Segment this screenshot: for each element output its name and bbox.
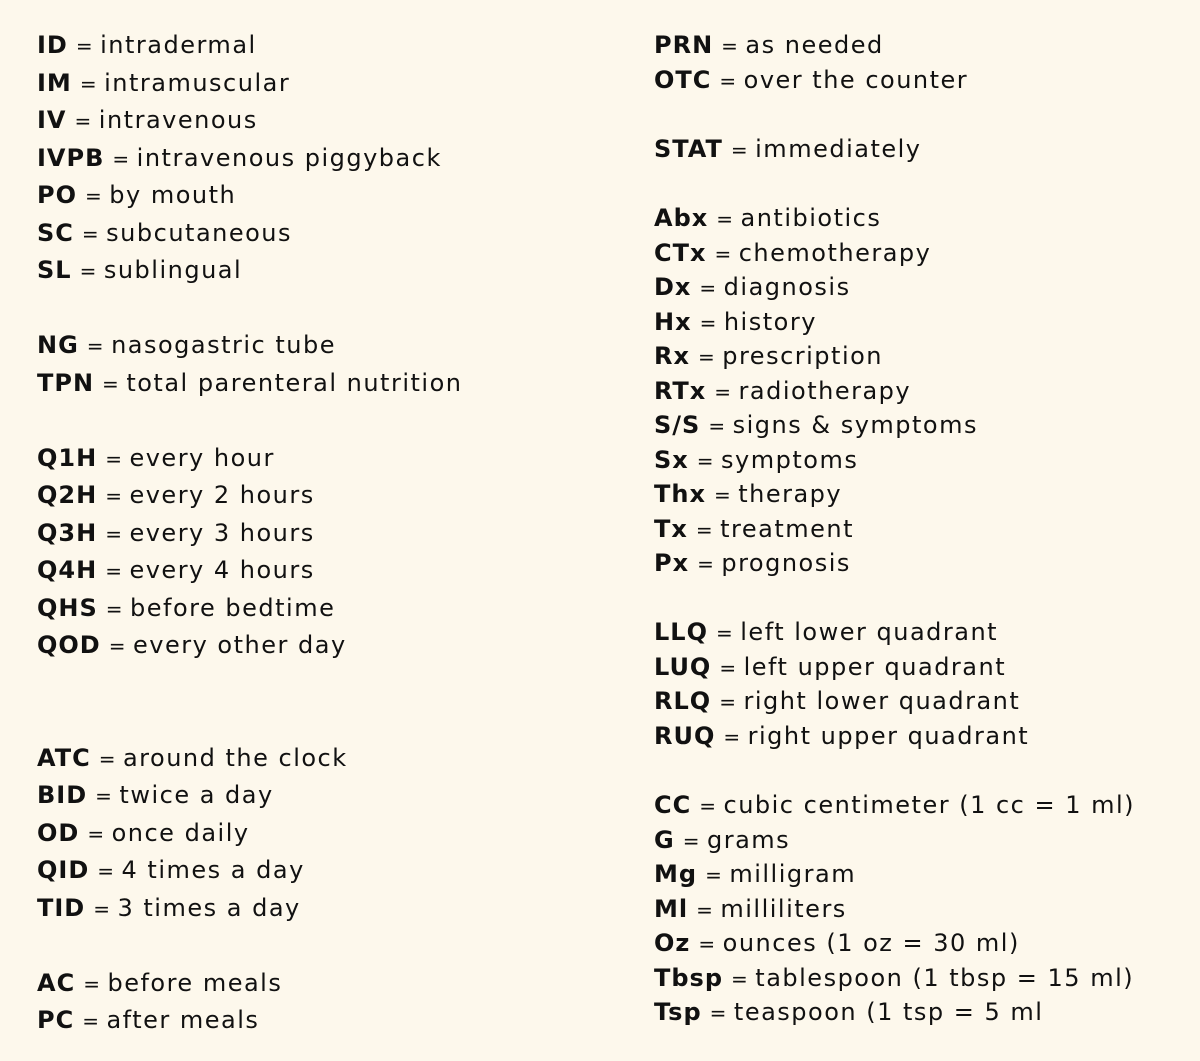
abbreviation-meaning: over the counter [743,66,969,94]
abbreviation-term: STAT [654,135,723,163]
abbreviation-entry [654,272,851,303]
equals-sign: = [723,725,742,749]
abbreviation-entry [37,593,335,624]
abbreviation-meaning: every 4 hours [129,556,315,584]
abbreviation-meaning: 3 times a day [117,894,301,922]
abbreviation-term: NG [37,331,79,359]
abbreviation-entry [37,893,301,924]
abbreviation-term: Abx [654,204,709,232]
equals-sign: = [105,484,124,508]
abbreviation-entry [37,105,258,136]
abbreviation-term: TPN [37,369,95,397]
abbreviation-meaning: subcutaneous [106,219,293,247]
abbreviation-meaning: cubic centimeter (1 cc = 1 ml) [723,791,1136,819]
equals-sign: = [714,242,733,266]
abbreviation-meaning: milliliters [720,895,847,923]
abbreviation-meaning: grams [706,826,791,854]
abbreviation-meaning: tablespoon (1 tbsp = 15 ml) [755,964,1135,992]
abbreviation-meaning: sublingual [103,256,243,284]
equals-sign: = [79,72,99,96]
equals-sign: = [719,69,738,93]
abbreviation-entry [654,238,931,269]
abbreviation-meaning: after meals [106,1006,260,1034]
equals-sign: = [105,522,124,546]
abbreviation-term: Mg [654,860,698,888]
abbreviation-entry [654,963,1134,994]
equals-sign: = [698,932,717,956]
abbreviation-entry [37,743,348,774]
abbreviation-term: RUQ [654,722,716,750]
abbreviation-entry [37,143,442,174]
abbreviation-meaning: before bedtime [130,594,336,622]
abbreviation-entry [654,445,858,476]
abbreviation-meaning: once daily [111,819,250,847]
abbreviation-entry [37,255,242,286]
abbreviation-meaning: left upper quadrant [743,653,1007,681]
equals-sign: = [731,967,750,991]
abbreviation-entry [654,721,1029,752]
abbreviation-meaning: twice a day [119,781,274,809]
abbreviation-entry [654,652,1006,683]
abbreviation-term: S/S [654,411,701,439]
abbreviation-entry [654,825,790,856]
equals-sign: = [97,859,116,883]
abbreviation-term: Q3H [37,519,98,547]
abbreviation-entry [37,1005,259,1036]
abbreviation-entry [654,203,881,234]
abbreviation-entry [37,68,290,99]
equals-sign: = [83,972,102,996]
abbreviation-meaning: 4 times a day [121,856,305,884]
abbreviation-entry [654,134,922,165]
abbreviation-meaning: right upper quadrant [747,722,1030,750]
abbreviation-term: Q1H [37,444,98,472]
abbreviation-meaning: every 3 hours [129,519,315,547]
equals-sign: = [79,259,98,283]
abbreviation-meaning: symptoms [721,446,859,474]
equals-sign: = [705,863,724,887]
abbreviation-meaning: intradermal [100,31,257,59]
equals-sign: = [105,559,124,583]
abbreviation-entry [37,368,462,399]
abbreviation-meaning: diagnosis [723,273,851,301]
abbreviation-entry [37,968,282,999]
equals-sign: = [708,414,727,438]
abbreviation-meaning: total parenteral nutrition [126,369,463,397]
abbreviation-term: Hx [654,308,692,336]
abbreviation-meaning: as needed [745,31,884,59]
abbreviation-entry [654,997,1043,1028]
abbreviation-term: CC [654,791,692,819]
abbreviation-entry [37,555,315,586]
abbreviation-term: RTx [654,377,707,405]
abbreviation-meaning: history [723,308,817,336]
equals-sign: = [108,634,127,658]
equals-sign: = [713,483,733,507]
abbreviation-entry [654,686,1020,717]
abbreviation-term: IVPB [37,144,105,172]
abbreviation-entry [37,218,292,249]
abbreviation-meaning: left lower quadrant [740,618,999,646]
abbreviation-entry [654,65,968,96]
abbreviation-entry [37,330,336,361]
equals-sign: = [695,518,715,542]
abbreviation-meaning: signs & symptoms [732,411,978,439]
equals-sign: = [75,34,95,58]
equals-sign: = [105,447,124,471]
abbreviation-term: Tbsp [654,964,724,992]
abbreviation-entry [654,548,851,579]
abbreviation-meaning: by mouth [109,181,237,209]
abbreviation-entry [37,780,274,811]
abbreviation-meaning: ounces (1 oz = 30 ml) [722,929,1020,957]
equals-sign: = [86,334,106,358]
abbreviation-meaning: intramuscular [104,69,291,97]
abbreviation-entry [37,443,275,474]
abbreviation-term: QOD [37,631,101,659]
abbreviation-meaning: radiotherapy [738,377,912,405]
abbreviation-term: SL [37,256,72,284]
equals-sign: = [730,138,750,162]
abbreviation-meaning: around the clock [122,744,348,772]
abbreviation-term: AC [37,969,76,997]
abbreviation-meaning: intravenous piggyback [136,144,442,172]
abbreviation-term: Px [654,549,690,577]
equals-sign: = [696,449,716,473]
equals-sign: = [82,1009,101,1033]
equals-sign: = [716,207,735,231]
equals-sign: = [102,372,121,396]
equals-sign: = [81,222,101,246]
equals-sign: = [74,109,93,133]
equals-sign: = [696,898,715,922]
abbreviation-meaning: intravenous [98,106,258,134]
abbreviation-entry [37,180,236,211]
abbreviation-term: CTx [654,239,707,267]
abbreviation-entry [654,30,884,61]
abbreviation-term: Thx [654,480,706,508]
equals-sign: = [93,897,112,921]
abbreviation-entry [654,410,978,441]
abbreviation-term: OTC [654,66,712,94]
equals-sign: = [714,380,733,404]
abbreviation-term: PO [37,181,77,209]
equals-sign: = [682,829,701,853]
abbreviation-entry [654,790,1135,821]
abbreviation-term: PRN [654,31,714,59]
equals-sign: = [709,1001,728,1025]
equals-sign: = [105,597,125,621]
abbreviation-meaning: prescription [722,342,884,370]
equals-sign: = [699,311,718,335]
abbreviation-term: PC [37,1006,75,1034]
abbreviation-term: Sx [654,446,689,474]
abbreviation-term: IV [37,106,67,134]
abbreviation-term: ATC [37,744,91,772]
abbreviation-term: Ml [654,895,689,923]
abbreviation-term: Tsp [654,998,702,1026]
abbreviation-term: QHS [37,594,98,622]
abbreviation-term: TID [37,894,86,922]
abbreviation-term: IM [37,69,72,97]
equals-sign: = [699,794,718,818]
equals-sign: = [697,345,717,369]
equals-sign: = [719,656,738,680]
abbreviation-meaning: milligram [729,860,857,888]
abbreviation-entry [654,307,817,338]
abbreviation-meaning: every hour [129,444,275,472]
abbreviation-meaning: before meals [107,969,283,997]
abbreviation-entry [37,518,315,549]
abbreviation-meaning: immediately [755,135,922,163]
abbreviation-meaning: therapy [738,480,843,508]
abbreviation-term: RLQ [654,687,712,715]
abbreviation-meaning: every 2 hours [129,481,315,509]
abbreviation-term: OD [37,819,80,847]
abbreviation-entry [37,855,305,886]
abbreviation-entry [37,480,315,511]
abbreviation-meaning: nasogastric tube [111,331,337,359]
equals-sign: = [721,34,740,58]
abbreviation-entry [37,818,250,849]
abbreviation-entry [654,859,856,890]
abbreviation-entry [654,617,998,648]
abbreviation-meaning: chemotherapy [738,239,932,267]
abbreviation-entry [654,928,1020,959]
abbreviation-entry [654,514,854,545]
equals-sign: = [697,552,716,576]
abbreviation-term: LUQ [654,653,712,681]
abbreviation-meaning: prognosis [721,549,851,577]
equals-sign: = [699,276,718,300]
abbreviation-entry [654,376,911,407]
abbreviation-term: Q2H [37,481,98,509]
abbreviation-term: G [654,826,675,854]
equals-sign: = [719,690,738,714]
abbreviation-entry [37,630,347,661]
equals-sign: = [112,147,131,171]
abbreviation-term: Q4H [37,556,98,584]
abbreviation-term: Tx [654,515,688,543]
abbreviation-term: Oz [654,929,691,957]
abbreviation-term: ID [37,31,68,59]
abbreviation-meaning: right lower quadrant [743,687,1021,715]
abbreviation-entry [654,479,842,510]
equals-sign: = [98,747,117,771]
abbreviation-meaning: teaspoon (1 tsp = 5 ml [733,998,1044,1026]
abbreviation-meaning: antibiotics [740,204,882,232]
abbreviation-term: SC [37,219,74,247]
abbreviation-term: QID [37,856,90,884]
equals-sign: = [87,822,106,846]
abbreviation-term: Rx [654,342,690,370]
equals-sign: = [85,184,104,208]
abbreviation-term: BID [37,781,88,809]
abbreviation-entry [37,30,257,61]
abbreviation-entry [654,894,847,925]
abbreviation-term: LLQ [654,618,708,646]
equals-sign: = [716,621,735,645]
abbreviation-meaning: every other day [133,631,347,659]
abbreviation-meaning: treatment [720,515,855,543]
equals-sign: = [95,784,114,808]
abbreviation-term: Dx [654,273,692,301]
abbreviation-entry [654,341,883,372]
